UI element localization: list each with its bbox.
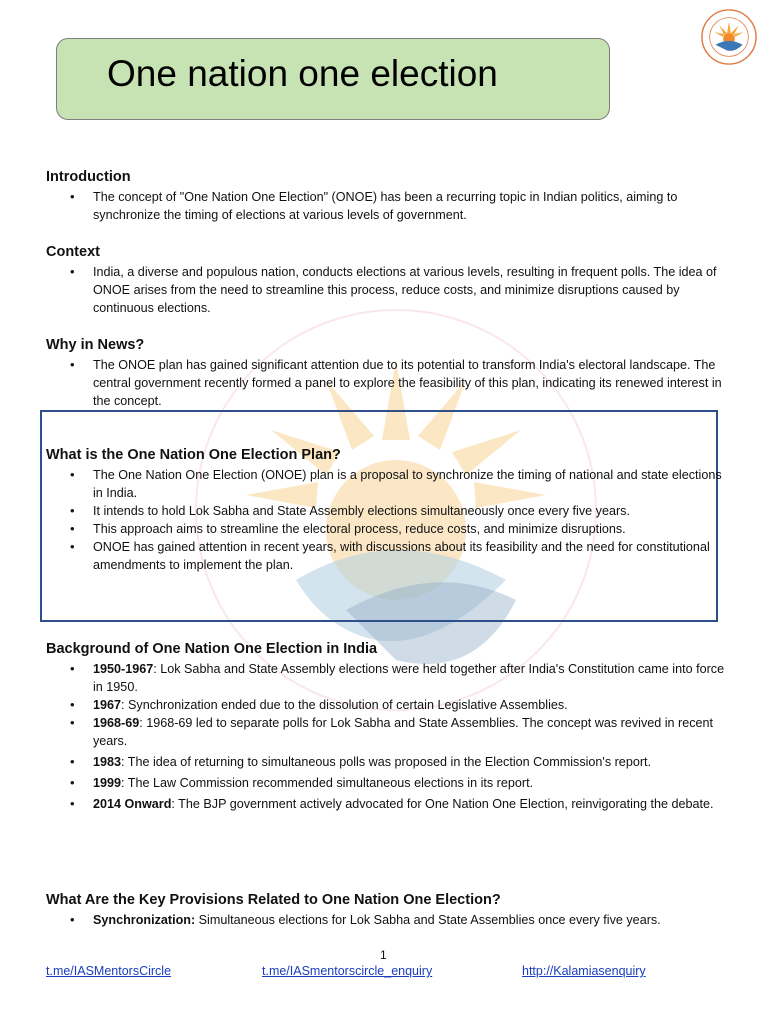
list-item: • The One Nation One Election (ONOE) plan is a proposal to synchronize the timing of national and state elections in India. bbox=[93, 466, 726, 502]
list-item bbox=[93, 911, 726, 929]
page-title: One nation one election bbox=[107, 53, 498, 94]
year-label: 1967 bbox=[93, 698, 122, 712]
section-heading: Context bbox=[46, 244, 100, 260]
list-item: • The ONOE plan has gained significant attention due to its potential to transform India's electoral landscape. The central government recently formed a panel to explore the feasibility of this plan, indicating its renewed interest in the concept. bbox=[93, 356, 726, 410]
section-heading: Introduction bbox=[46, 169, 131, 185]
item-text: : The Law Commission recommended simultaneous elections in its report. bbox=[121, 776, 534, 790]
telegram-enquiry-link[interactable]: t.me/IASmentorscircle_enquiry bbox=[262, 964, 433, 978]
item-text: : The idea of returning to simultaneous polls was proposed in the Election Commission's report. bbox=[121, 755, 652, 769]
title-banner bbox=[56, 38, 610, 120]
year-label: 1999 bbox=[93, 776, 122, 790]
section-introduction bbox=[46, 168, 726, 224]
item-label: Synchronization: bbox=[93, 913, 196, 927]
item-text: Simultaneous elections for Lok Sabha and State Assemblies once every five years. bbox=[195, 913, 661, 927]
section-what-is-onoe bbox=[46, 446, 726, 574]
list-item: • ONOE has gained attention in recent years, with discussions about its feasibility and the need for constitutional amendments to implement the plan. bbox=[93, 538, 726, 574]
section-heading: What is the One Nation One Election Plan? bbox=[46, 447, 341, 463]
section-heading: What Are the Key Provisions Related to One Nation One Election? bbox=[46, 892, 501, 908]
year-label: 1983 bbox=[93, 755, 122, 769]
kalam-enquiry-link[interactable]: http://Kalamiasenquiry bbox=[522, 964, 646, 978]
section-why-in-news bbox=[46, 336, 726, 410]
list-item bbox=[93, 660, 726, 696]
list-item bbox=[93, 714, 726, 750]
ias-mentors-circle-logo bbox=[700, 8, 758, 66]
list-item: • India, a diverse and populous nation, conducts elections at various levels, resulting in frequent polls. The idea of ONOE arises from the need to streamline this process, reduce costs, and minimize disruptions caused by continuous elections. bbox=[93, 263, 726, 317]
section-context bbox=[46, 243, 726, 317]
section-background bbox=[46, 640, 726, 813]
year-label: 1950-1967 bbox=[93, 662, 154, 676]
item-text: : The BJP government actively advocated for One Nation One Election, reinvigorating the debate. bbox=[171, 797, 714, 811]
list-item: • It intends to hold Lok Sabha and State Assembly elections simultaneously once every five years. bbox=[93, 502, 726, 520]
section-key-provisions bbox=[46, 891, 726, 929]
item-text: : Synchronization ended due to the dissolution of certain Legislative Assemblies. bbox=[121, 698, 568, 712]
year-label: 1968-69 bbox=[93, 716, 140, 730]
telegram-link[interactable]: t.me/IASMentorsCircle bbox=[46, 964, 172, 978]
list-item bbox=[93, 696, 726, 714]
list-item bbox=[93, 795, 726, 813]
page-number: 1 bbox=[380, 948, 387, 962]
list-item: • The concept of "One Nation One Election" (ONOE) has been a recurring topic in Indian politics, aiming to synchronize the timing of elections at various levels of government. bbox=[93, 188, 726, 224]
section-heading: Background of One Nation One Election in India bbox=[46, 641, 378, 657]
list-item: • This approach aims to streamline the electoral process, reduce costs, and minimize disruptions. bbox=[93, 520, 726, 538]
item-text: : 1968-69 led to separate polls for Lok Sabha and State Assemblies. The concept was revived in recent years. bbox=[93, 716, 714, 748]
year-label: 2014 Onward bbox=[93, 797, 172, 811]
item-text: : Lok Sabha and State Assembly elections were held together after India's Constitution came into force in 1950. bbox=[93, 662, 725, 694]
list-item bbox=[93, 753, 726, 771]
section-heading: Why in News? bbox=[46, 337, 145, 353]
list-item bbox=[93, 774, 726, 792]
